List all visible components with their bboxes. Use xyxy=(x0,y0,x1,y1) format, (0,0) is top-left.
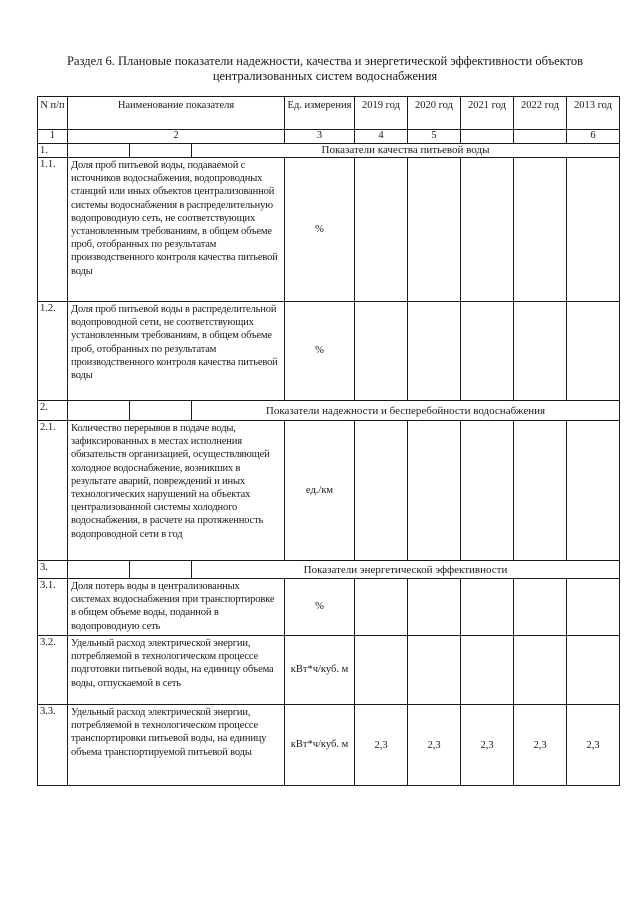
header-year-4: 2022 год xyxy=(514,97,567,130)
colnum-2: 2 xyxy=(68,130,285,144)
indicator-name: Удельный расход электрической энергии, потребляемой в технологическом процессе подготовки питьевой воды, на единицу объема воды, отпускаемой в сеть xyxy=(68,636,285,705)
indicator-unit: кВт*ч/куб. м xyxy=(285,705,355,786)
row-num: 2.1. xyxy=(38,421,68,561)
value-cell xyxy=(355,421,408,561)
table-row xyxy=(38,421,620,561)
column-numbers-row xyxy=(38,130,620,144)
indicator-name: Доля проб питьевой воды, подаваемой с источников водоснабжения, водопроводных станций или иных объектов централизованной системы водоснабжения в распределительную водопроводную сеть, не соответствующих установленным требованиям, в общем объеме проб, отобранных по результатам производственного контроля качества питьевой воды xyxy=(68,158,285,302)
indicator-unit: % xyxy=(285,158,355,302)
value-cell xyxy=(567,636,620,705)
colnum-3: 3 xyxy=(285,130,355,144)
value-cell xyxy=(514,579,567,636)
value-cell xyxy=(355,158,408,302)
title-line-1: Раздел 6. Плановые показатели надежности, качества и энергетической эффективности объектов xyxy=(67,54,583,68)
section-num: 2. xyxy=(38,401,68,421)
table-row xyxy=(38,705,620,786)
value-cell: 2,3 xyxy=(355,705,408,786)
value-cell xyxy=(408,302,461,401)
row-num: 3.1. xyxy=(38,579,68,636)
table-row xyxy=(38,579,620,636)
value-cell xyxy=(355,579,408,636)
row-num: 1.1. xyxy=(38,158,68,302)
page-title xyxy=(40,54,610,84)
section-title: Показатели качества питьевой воды xyxy=(192,144,620,158)
value-cell xyxy=(355,302,408,401)
table-header-row xyxy=(38,97,620,130)
indicator-name: Доля проб питьевой воды в распределительной водопроводной сети, не соответствующих установленным требованиям, в общем объеме проб, отобранных по результатам производственного контроля качества питьевой воды xyxy=(68,302,285,401)
value-cell xyxy=(567,158,620,302)
section-title: Показатели энергетической эффективности xyxy=(192,561,620,579)
colnum-4: 4 xyxy=(355,130,408,144)
value-cell: 2,3 xyxy=(567,705,620,786)
row-num: 1.2. xyxy=(38,302,68,401)
value-cell xyxy=(567,579,620,636)
indicator-unit: % xyxy=(285,579,355,636)
title-line-2: централизованных систем водоснабжения xyxy=(212,69,438,83)
header-year-5: 2013 год xyxy=(567,97,620,130)
value-cell xyxy=(408,579,461,636)
section-row xyxy=(38,561,620,579)
header-year-2: 2020 год xyxy=(408,97,461,130)
colnum-5: 5 xyxy=(408,130,461,144)
indicator-unit: % xyxy=(285,302,355,401)
row-num: 3.2. xyxy=(38,636,68,705)
value-cell xyxy=(461,421,514,561)
value-cell xyxy=(567,302,620,401)
value-cell xyxy=(514,302,567,401)
indicator-unit: кВт*ч/куб. м xyxy=(285,636,355,705)
indicator-name: Количество перерывов в подаче воды, зафиксированных в местах исполнения обязательств организацией, осуществляющей холодное водоснабжение, возникших в результате аварий, повреждений и иных технологических нарушений на объектах централизованной системы холодного водоснабжения, в расчете на протяженность водопроводной сети в год xyxy=(68,421,285,561)
value-cell xyxy=(461,302,514,401)
value-cell xyxy=(567,421,620,561)
header-year-3: 2021 год xyxy=(461,97,514,130)
indicator-name: Доля потерь воды в централизованных системах водоснабжения при транспортировке в общем объеме воды, поданной в водопроводную сеть xyxy=(68,579,285,636)
value-cell xyxy=(461,636,514,705)
value-cell: 2,3 xyxy=(461,705,514,786)
indicator-name: Удельный расход электрической энергии, потребляемой в технологическом процессе транспортировки питьевой воды, на единицу объема транспортируемой питьевой воды xyxy=(68,705,285,786)
indicator-unit: ед./км xyxy=(285,421,355,561)
table-row xyxy=(38,158,620,302)
value-cell xyxy=(514,636,567,705)
indicators-table xyxy=(37,96,620,786)
section-num: 3. xyxy=(38,561,68,579)
section-row xyxy=(38,144,620,158)
header-unit: Ед. измерения xyxy=(285,97,355,130)
value-cell xyxy=(355,636,408,705)
header-year-1: 2019 год xyxy=(355,97,408,130)
value-cell xyxy=(514,158,567,302)
table-row xyxy=(38,636,620,705)
colnum-1: 1 xyxy=(38,130,68,144)
section-num: 1. xyxy=(38,144,68,158)
value-cell xyxy=(514,421,567,561)
value-cell xyxy=(461,579,514,636)
table-row xyxy=(38,302,620,401)
header-name: Наименование показателя xyxy=(68,97,285,130)
value-cell xyxy=(461,158,514,302)
value-cell: 2,3 xyxy=(514,705,567,786)
section-title: Показатели надежности и бесперебойности водоснабжения xyxy=(192,401,620,421)
header-num: N п/п xyxy=(38,97,68,130)
value-cell xyxy=(408,636,461,705)
value-cell xyxy=(408,158,461,302)
section-row xyxy=(38,401,620,421)
row-num: 3.3. xyxy=(38,705,68,786)
colnum-6: 6 xyxy=(567,130,620,144)
value-cell xyxy=(408,421,461,561)
value-cell: 2,3 xyxy=(408,705,461,786)
